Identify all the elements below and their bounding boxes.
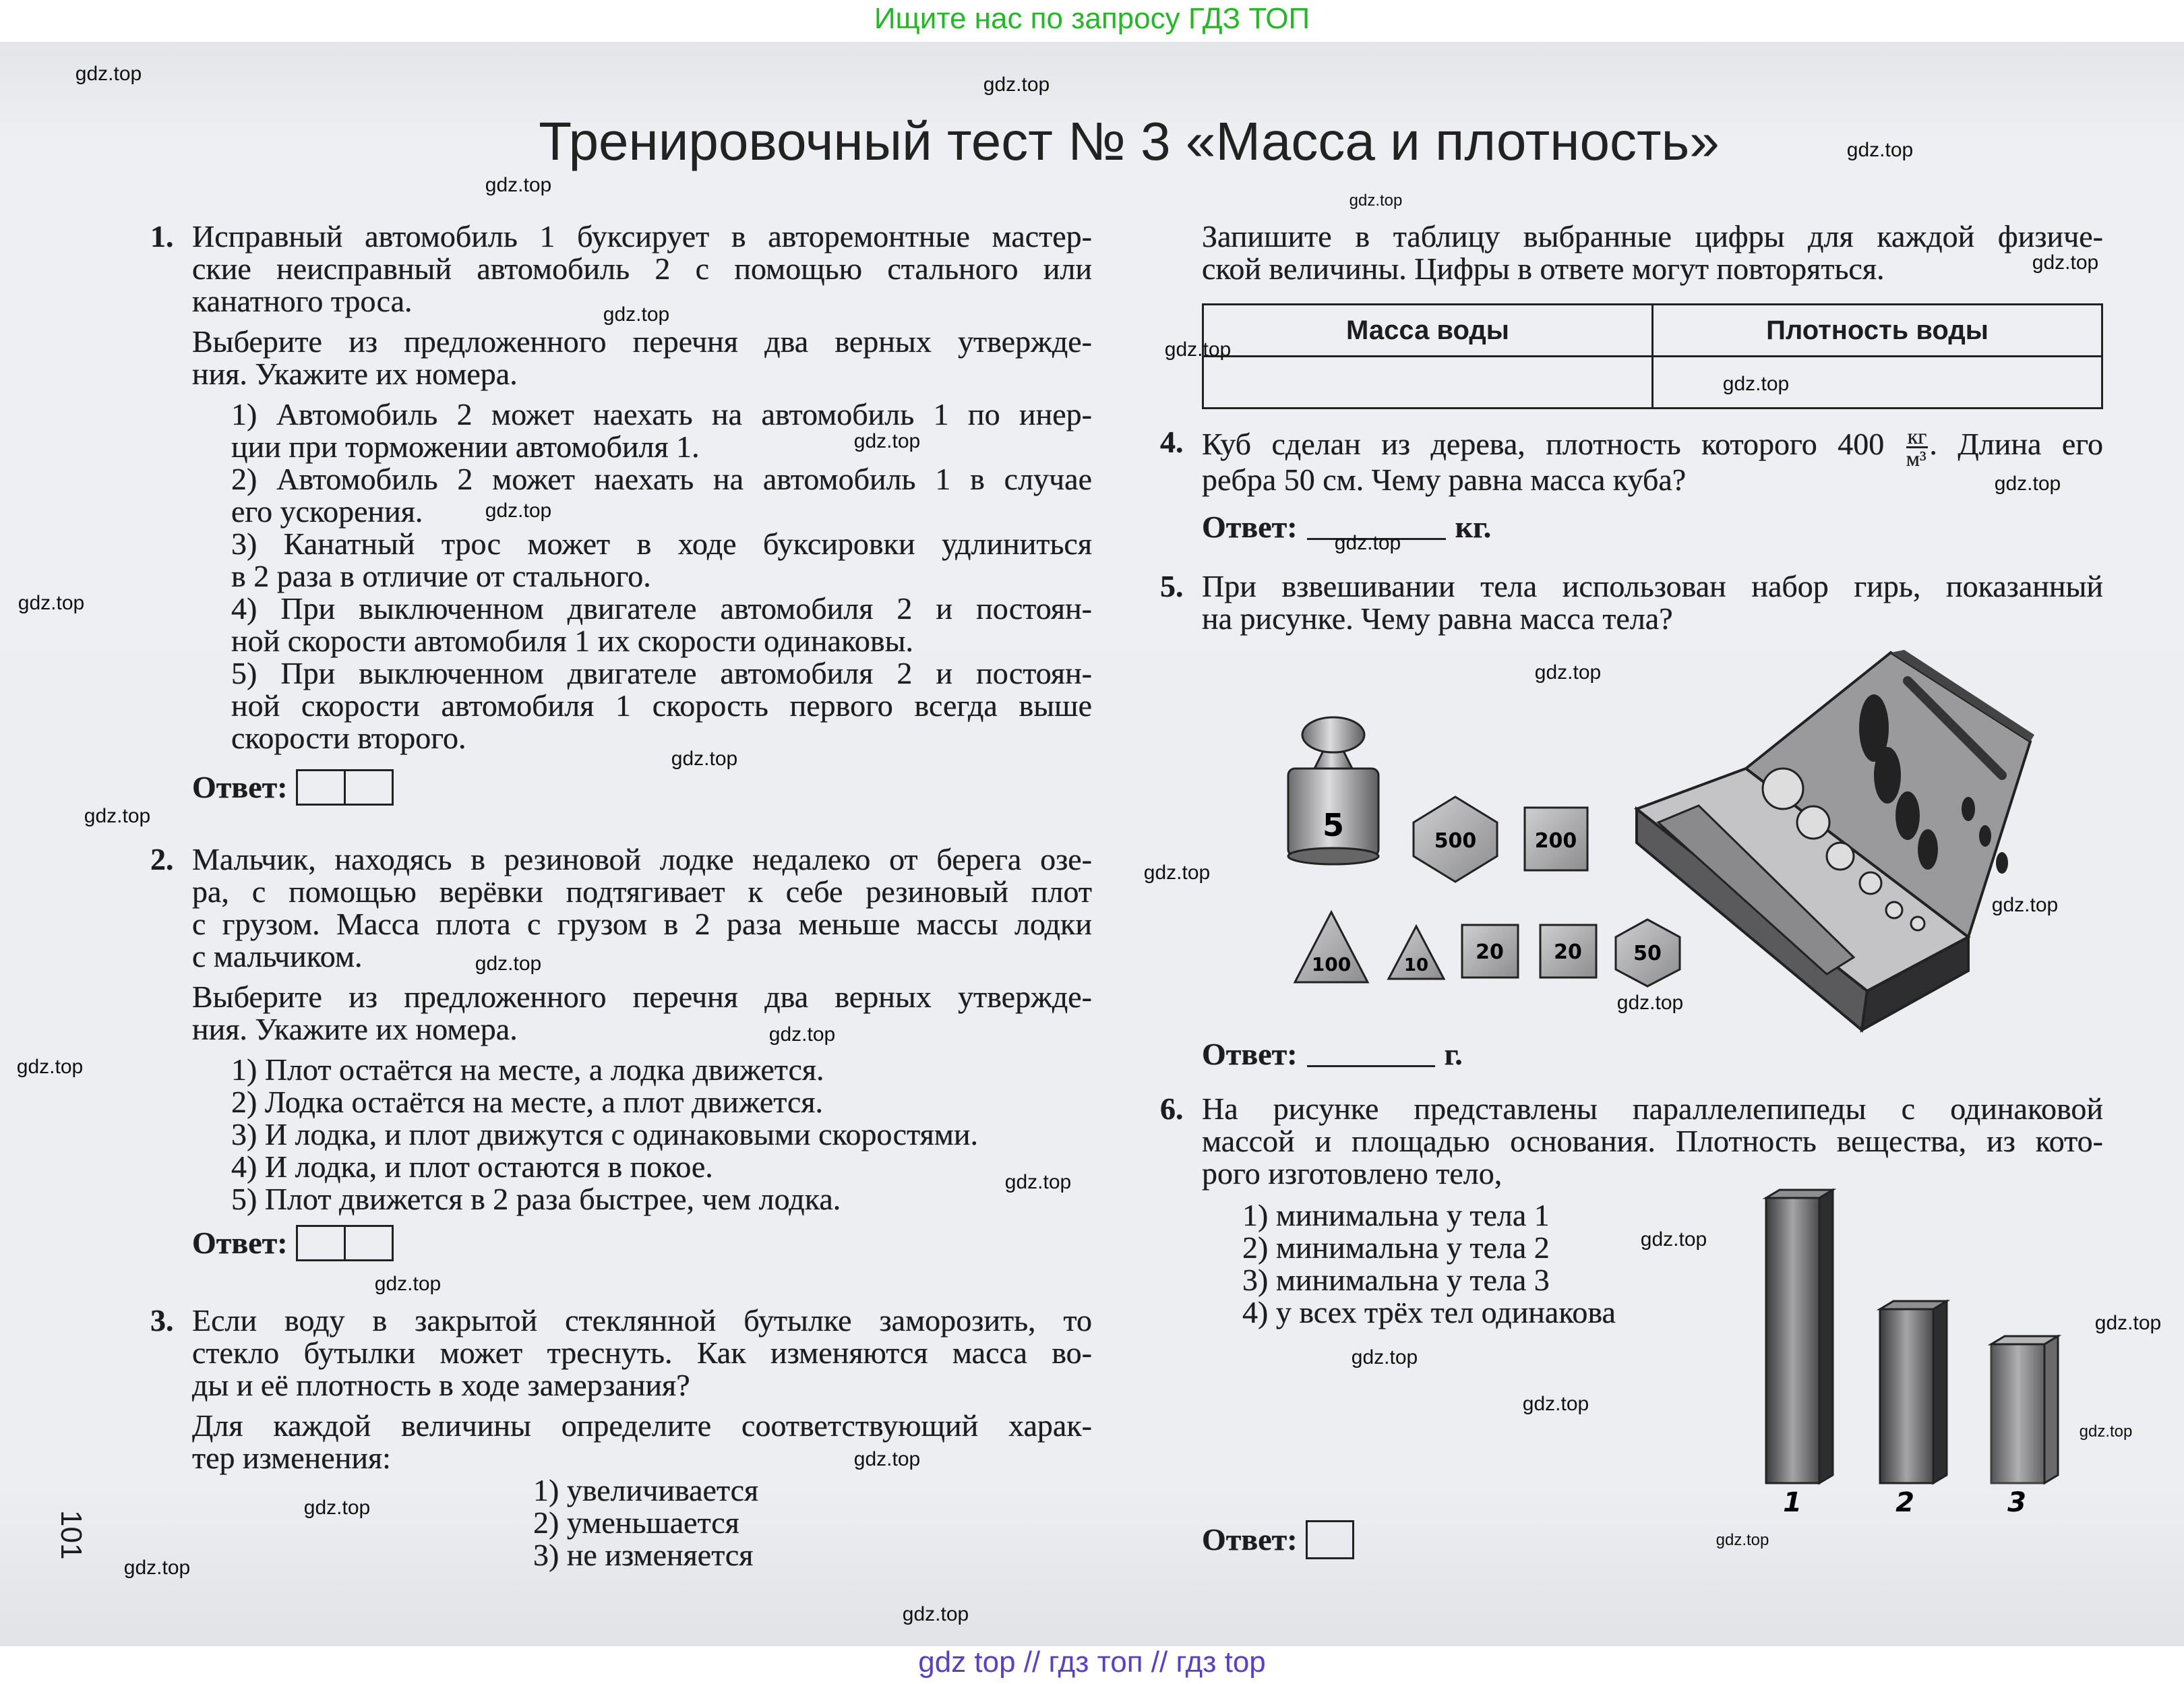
option: 3) не изменяется	[533, 1538, 754, 1572]
watermark-text: gdz.top	[902, 1603, 969, 1625]
text-line: 3) Канатный трос может в ходе буксировки удлиниться	[231, 527, 1092, 561]
answer-option	[231, 1118, 1092, 1151]
answer-option	[231, 1151, 1092, 1183]
text-line: 3) минимальна у тела 3	[1242, 1263, 1550, 1297]
answer-cell-density[interactable]	[1653, 357, 2102, 409]
square-weight	[1462, 925, 1518, 978]
question-number: 3.	[150, 1303, 174, 1337]
watermark-text: gdz.top	[1616, 992, 1684, 1014]
text-block	[192, 1054, 1092, 1215]
footer-links[interactable]: gdz top // гдз топ // гдз top	[918, 1646, 1266, 1679]
paragraph	[192, 326, 1092, 390]
watermark-text: gdz.top	[2079, 1422, 2133, 1441]
page-title: Тренировочный тест № 3 «Масса и плотность»	[539, 111, 1720, 171]
paragraph	[1202, 570, 2103, 635]
question-2	[150, 842, 1092, 1261]
body-3	[1991, 1336, 2058, 1483]
answer-option	[231, 528, 1092, 593]
watermark-text: gdz.top	[1994, 473, 2061, 495]
text-line: его ускорения.	[231, 494, 423, 529]
unit-denominator: м³	[1906, 446, 1927, 471]
question-5	[1160, 569, 2103, 636]
text-line: Для каждой величины определите соответствующий харак-	[192, 1408, 1092, 1443]
watermark-text: gdz.top	[2094, 1312, 2162, 1334]
watermark-text: gdz.top	[1004, 1171, 1072, 1193]
text-block	[1202, 220, 2103, 285]
table-header-density: Плотность воды	[1653, 305, 2102, 357]
body-2	[1880, 1301, 1947, 1483]
text-line: ния. Укажите их номера.	[192, 1012, 518, 1046]
text-block	[1202, 570, 2103, 635]
question-number: 2.	[150, 842, 174, 876]
text-line: Исправный автомобиль 1 буксирует в авторемонтные мастер-	[192, 219, 1092, 253]
text-line: стекло бутылки может треснуть. Как изменяются масса во-	[192, 1335, 1092, 1370]
question-5-answer	[1202, 1038, 2103, 1071]
weight-label: 500	[1434, 829, 1477, 853]
watermark-text: gdz.top	[84, 805, 151, 827]
question-4	[1160, 424, 2103, 544]
text-line: в 2 раза в отличие от стального.	[231, 559, 651, 593]
answer-row	[192, 769, 1092, 806]
watermark-text: gdz.top	[768, 1023, 836, 1046]
text-block	[192, 843, 1092, 1046]
watermark-text: gdz.top	[1716, 1531, 1769, 1549]
answer-table-q3	[1202, 303, 2103, 409]
answer-input-q6[interactable]	[1306, 1520, 1354, 1559]
density-unit	[1906, 426, 1929, 469]
answer-row	[192, 1225, 1092, 1261]
paragraph	[192, 1304, 1092, 1402]
page-number: 101	[55, 1510, 88, 1560]
answer-option	[231, 593, 1092, 657]
watermark-text: gdz.top	[671, 748, 738, 770]
text-line: массой и площадью основания. Плотность вещества, из кото-	[1202, 1124, 2103, 1158]
watermark-text: gdz.top	[1334, 532, 1401, 554]
triangle-weight	[1389, 926, 1444, 979]
text-line: ской величины. Цифры в ответе могут повторяться.	[1202, 251, 1885, 286]
parallelepipeds-figure	[1753, 1186, 2076, 1524]
weights-case	[1637, 650, 2034, 1030]
body-label: 1	[1783, 1487, 1802, 1518]
question-3-continuation	[1202, 220, 2103, 285]
watermark-text: gdz.top	[2032, 251, 2099, 274]
answer-option	[231, 463, 1092, 528]
text-line: Выберите из предложенного перечня два верных утвержде-	[192, 980, 1092, 1014]
watermark-text: gdz.top	[485, 500, 552, 522]
cylinder-weight	[1288, 717, 1378, 864]
watermark-text: gdz.top	[1722, 373, 1790, 395]
option: 1) увеличивается	[533, 1473, 759, 1507]
question-6-answer	[1202, 1520, 1606, 1559]
answer-label: Ответ:	[1202, 1037, 1298, 1071]
text-line: 1) Плот остаётся на месте, а лодка движется.	[231, 1052, 824, 1087]
answer-input-q2[interactable]	[296, 1225, 394, 1261]
answer-option	[231, 398, 1092, 463]
answer-row	[1202, 1038, 2103, 1071]
watermark-text: gdz.top	[123, 1557, 191, 1579]
watermark-text: gdz.top	[1991, 894, 2059, 916]
text-line: ды и её плотность в ходе замерзания?	[192, 1368, 690, 1402]
text-line: ной скорости автомобиля 1 их скорости одинаковы.	[231, 624, 913, 658]
question-number: 4.	[1160, 425, 1184, 459]
paragraph	[192, 981, 1092, 1046]
text-line: с грузом. Масса плота с грузом в 2 раза меньше массы лодки	[192, 907, 1092, 941]
watermark-text: gdz.top	[18, 592, 85, 614]
text-line: Выберите из предложенного перечня два верных утвержде-	[192, 324, 1092, 359]
text-line: 5) При выключенном двигателе автомобиля 2 и постоян-	[231, 656, 1092, 690]
watermark-text: gdz.top	[853, 430, 921, 452]
text-line: 1) Автомобиль 2 может наехать на автомобиль 1 по инер-	[231, 397, 1092, 431]
answer-label: Ответ:	[1202, 510, 1298, 544]
watermark-text: gdz.top	[1846, 139, 1914, 161]
watermark-text: gdz.top	[1143, 862, 1211, 884]
weight-label: 20	[1554, 940, 1582, 964]
text-block	[1202, 1093, 2103, 1190]
question-text: Куб сделан из дерева, плотность которого 400	[1202, 427, 1885, 462]
body-label: 2	[1895, 1487, 1914, 1518]
question-number: 6.	[1160, 1091, 1184, 1126]
weight-label: 200	[1534, 829, 1577, 853]
question-3	[150, 1303, 1092, 1572]
answer-option	[231, 1183, 1092, 1215]
text-line: канатного троса.	[192, 284, 413, 318]
watermark-text: gdz.top	[303, 1497, 371, 1519]
hexagon-weight	[1616, 920, 1680, 986]
text-line: 2) Лодка остаётся на месте, а плот движется.	[231, 1085, 824, 1119]
weights-set-figure	[1281, 640, 2103, 1045]
watermark-text: gdz.top	[1640, 1228, 1707, 1251]
watermark-text: gdz.top	[1164, 338, 1232, 361]
weight-label: 5	[1322, 807, 1345, 843]
square-weight	[1525, 808, 1587, 870]
text-line: тер изменения:	[192, 1441, 391, 1475]
weight-label: 10	[1403, 955, 1429, 975]
text-line: 4) И лодка, и плот остаются в покое.	[231, 1149, 713, 1184]
watermark-text: gdz.top	[75, 63, 142, 85]
text-line: Запишите в таблицу выбранные цифры для каждой физиче-	[1202, 219, 2103, 253]
question-number: 5.	[1160, 569, 1184, 603]
watermark-text: gdz.top	[1534, 661, 1602, 684]
watermark-text: gdz.top	[603, 303, 670, 326]
paragraph	[1202, 1093, 2103, 1190]
question-text: . Длина его	[1929, 427, 2103, 462]
text-line: ной скорости автомобиля 1 скорость первого всегда выше	[231, 688, 1092, 723]
weight-label: 50	[1633, 942, 1662, 965]
text-line: 2) Автомобиль 2 может наехать на автомобиль 1 в случае	[231, 462, 1092, 496]
watermark-text: gdz.top	[1351, 1346, 1418, 1369]
answer-input-q5[interactable]	[1307, 1042, 1435, 1067]
text-line: 3) И лодка, и плот движутся с одинаковыми скоростями.	[231, 1117, 978, 1151]
answer-option	[231, 1086, 1092, 1118]
question-number: 1.	[150, 219, 174, 253]
watermark-text: gdz.top	[475, 953, 542, 975]
square-weight	[1540, 925, 1596, 978]
text-line: 2) минимальна у тела 2	[1242, 1230, 1550, 1265]
triangle-weight	[1295, 912, 1368, 982]
hexagon-weight	[1414, 797, 1497, 882]
text-line: 4) При выключенном двигателе автомобиля 2 и постоян-	[231, 591, 1092, 626]
text-line: ния. Укажите их номера.	[192, 357, 518, 391]
watermark-text: gdz.top	[485, 174, 552, 196]
text-line: с мальчиком.	[192, 939, 363, 973]
text-line: При взвешивании тела использован набор гирь, показанный	[1202, 569, 2103, 603]
paragraph	[192, 843, 1092, 973]
watermark-text: gdz.top	[853, 1448, 921, 1470]
text-line: Мальчик, находясь в резиновой лодке недалеко от берега озе-	[192, 842, 1092, 876]
watermark-text: gdz.top	[374, 1273, 442, 1295]
text-line: 1) минимальна у тела 1	[1242, 1198, 1550, 1232]
answer-row	[1202, 1520, 1606, 1559]
text-line: ские неисправный автомобиль 2 с помощью стального или	[192, 251, 1092, 286]
text-line: ции при торможении автомобиля 1.	[231, 429, 700, 464]
answer-option	[231, 657, 1092, 754]
text-line: скорости второго.	[231, 721, 466, 755]
answer-label: Ответ:	[192, 1226, 288, 1260]
paragraph	[1202, 220, 2103, 285]
text-line: 4) у всех трёх тел одинакова	[1242, 1295, 1616, 1329]
change-options	[192, 1474, 1092, 1571]
paragraph	[192, 1410, 1092, 1474]
option: 2) уменьшается	[533, 1505, 739, 1540]
text-line: ребра 50 см. Чему равна масса куба?	[1202, 462, 1687, 497]
answer-cell-mass[interactable]	[1203, 357, 1653, 409]
text-line: на рисунке. Чему равна масса тела?	[1202, 601, 1673, 636]
answer-unit: г.	[1444, 1037, 1463, 1071]
watermark-text: gdz.top	[1522, 1393, 1589, 1415]
answer-input-q1[interactable]	[296, 769, 394, 806]
body-1	[1766, 1190, 1833, 1483]
text-line: Если воду в закрытой стеклянной бутылке заморозить, то	[192, 1303, 1092, 1337]
search-banner: Ищите нас по запросу ГДЗ ТОП	[874, 2, 1310, 35]
answer-option	[231, 1054, 1092, 1086]
weight-label: 20	[1476, 940, 1504, 964]
text-line: ра, с помощью верёвки подтягивает к себе резиновый плот	[192, 874, 1092, 909]
unit-numerator: кг	[1907, 424, 1927, 448]
text-line: рого изготовлено тело,	[1202, 1156, 1503, 1191]
weight-label: 100	[1311, 953, 1352, 975]
answer-unit: кг.	[1455, 510, 1492, 544]
text-block	[192, 398, 1092, 754]
watermark-text: gdz.top	[1349, 191, 1403, 210]
text-line: 5) Плот движется в 2 раза быстрее, чем лодка.	[231, 1182, 841, 1216]
text-line: На рисунке представлены параллелепипеды с одинаковой	[1202, 1091, 2103, 1126]
answer-label: Ответ:	[1202, 1522, 1298, 1557]
body-label: 3	[2007, 1487, 2026, 1518]
answer-label: Ответ:	[192, 770, 288, 804]
table-header-mass: Масса воды	[1203, 305, 1653, 357]
text-block	[192, 1304, 1092, 1474]
watermark-text: gdz.top	[16, 1056, 84, 1078]
watermark-text: gdz.top	[983, 73, 1050, 96]
